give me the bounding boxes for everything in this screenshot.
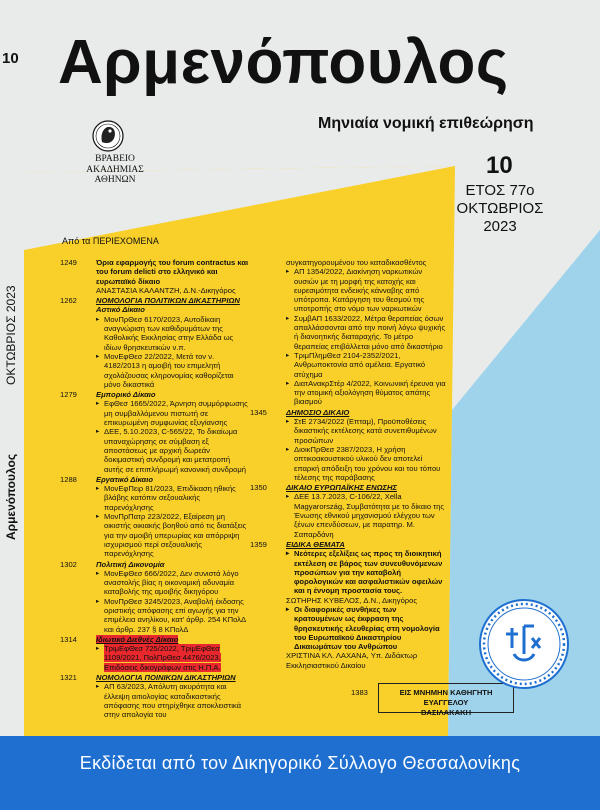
contents-line: ΣΩΤΗΡΗΣ ΚΥΒΕΛΟΣ, Δ.Ν., Δικηγόρος (286, 595, 417, 605)
contents-line: ΧΡΙΣΤΙΝΑ ΚΛ. ΛΑΧΑΝΑ, Υπ. Διδάκτωρ Εκκλησιαστικού Δικαίου (286, 651, 418, 670)
contents-entry (60, 258, 250, 295)
contents-right-column (250, 258, 446, 671)
issue-year-label: ΕΤΟΣ 77ο (465, 182, 535, 199)
contents-item: ▸ ΑΠ 1354/2022, Διακίνηση ναρκωτικών ουσιών με τη μορφή της κατοχής και ευρεσιμότητα ενδεικής κάνναβης από υπότροπα. Κατάργηση του θεσμού της υποτροπής στο νόμο των ναρκωτικών (286, 267, 446, 313)
spine-issue-number: 10 (2, 50, 19, 67)
highlight-text: Ιδιωτικό Διεθνές Δίκαιο (96, 634, 179, 644)
contents-entry (60, 673, 250, 719)
contents-page-number: 1345 (250, 407, 267, 417)
journal-title: Αρμενόπουλος (58, 28, 509, 97)
contents-entry (60, 390, 250, 474)
contents-line: ΑΝΑΣΤΑΣΙΑ ΚΑΛΑΝΤΖΗ, Δ.Ν.-Δικηγόρος (96, 285, 236, 295)
contents-item: ▸ ΜονΕφΘεσ 22/2022, Μετά τον ν. 4182/2013 η αμοιβή του επιμελητή σχολάζουσας κληρονομίας καθορίζεται μόνο δικαστικά (96, 352, 250, 389)
contents-entry (250, 540, 446, 670)
spine-date: ΟΚΤΩΒΡΙΟΣ 2023 (4, 285, 18, 385)
contents-item: ▸ ΜονΠρΠατρ 223/2022, Εξαίρεση μη οικιστής οικιακής βοηθού από τις διατάξεις για την αμοιβή υπερωρίας και απόρριψη ισχυρισμού περί σεξουαλικής παρενόχλησης (96, 512, 250, 558)
contents-page-number: 1359 (250, 539, 267, 549)
section-heading: ΔΙΚΑΙΟ ΕΥΡΩΠΑΪΚΗΣ ΕΝΩΣΗΣ (286, 483, 397, 493)
memorial-page: 1383 (351, 688, 368, 697)
contents-item: ▸ ΤριμΠλημΘεσ 2104-2352/2021, Ανθρωποκτονία από αμέλεια. Εργατικό ατύχημα (286, 351, 446, 379)
contents-entry (250, 258, 446, 407)
highlight-text: ΤριμΕφΘεσ 725/2022, ΤριμΕφΘεσ 1109/2021, ΠολΠρΘεσ 4476/2023, Επιδόσεις δικογράφων στις Η.Π.Α. (104, 644, 221, 672)
contents-item: ▸ ΜονΠρΘεσ 6170/2023, Αυτοδίκαιη αναγνώριση των καθιδρυμάτων της Καθολικής Εκκλησίας στην Ελλάδα ως ιδίων θρησκευτικών ν.π. (96, 315, 250, 352)
contents-page-number: 1321 (60, 673, 77, 683)
memorial-line-1: ΕΙΣ ΜΝΗΜΗΝ ΚΑΘΗΓΗΤΗ ΕΥΑΓΓΕΛΟΥ (399, 688, 493, 707)
contents-entry (60, 560, 250, 634)
contents-entry (250, 483, 446, 539)
bar-association-logo-icon (478, 598, 570, 690)
spine (0, 0, 24, 810)
contents-page-number: 1249 (60, 258, 77, 267)
article-title: Όρια εφαρμογής του forum contractus και του forum delicti στο ελληνικό και ευρωπαϊκό δίκαιο (96, 258, 249, 286)
article-item: ▸ Οι διαφορικές συνθήκες των κρατουμένων ως έκφραση της θρησκευτικής ελευθερίας στη νομολογία του Ευρωπαϊκού Δικαστηρίου Δικαιωμάτων του Ανθρώπου (286, 605, 446, 651)
contents-entry (250, 408, 446, 482)
article-item: ▸ Νεότερες εξελίξεις ως προς τη διοικητική εκτέλεση σε βάρος των συνευθυνόμενων προσώπων για την καταβολή φορολογικών και ασφαλιστικών οφειλών και η έννομη προστασία τους. (286, 549, 446, 595)
contents-page-number: 1314 (60, 634, 77, 644)
issue-month: ΟΚΤΩΒΡΙΟΣ (456, 200, 544, 217)
subsection-heading: Αστικό Δίκαιο (96, 305, 145, 315)
issue-number: 10 (486, 152, 513, 179)
contents-page-number: 1262 (60, 296, 77, 306)
contents-item: ▸ ΜονΠρΘεσ 3245/2023, Αναβολή έκδοσης οριστικής απόφασης επί αγωγής για την επιμέλεια ανηλίκου, κατ' άρθρ. 254 ΚΠολΔ και άρθρ. 237 § 8 ΚΠολΔ (96, 597, 250, 634)
contents-line: συγκατηγορουμένου του καταδικασθέντος (286, 258, 427, 267)
contents-item: ▸ ΕφΘεσ 1665/2022, Άρνηση συμμόρφωσης μη συμβαλλόμενου πιστωτή σε επικυρωμένη συμφωνίας εξυγίανσης (96, 399, 250, 427)
contents-item: ▸ ΜονΕφΘεσ 666/2022, Δεν συνιστά λόγο αναστολής βίας η οικονομική αδυναμία καταβολής της αμοιβής δικηγόρου (96, 569, 250, 597)
subsection-heading: Εμπορικό Δίκαιο (96, 390, 156, 400)
contents-item: ▸ ΔιατΑνακρΣτέρ 4/2022, Κοινωνική έρευνα για την ατομική αξιολόγηση θύματος απάτης βιασμού (286, 379, 446, 407)
contents-item: ▸ ΣυμβΑΠ 1633/2022, Μέτρα θεραπείας όσων απαλλάσσονται από την ποινή λόγω ψυχικής ή διανοητικής διαταραχής. Το μέτρο θεραπείας επιβάλλεται μόνο από δικαστήριο (286, 314, 446, 351)
contents-page-number: 1350 (250, 483, 267, 493)
contents-item: ▸ ΑΠ 63/2023, Απόλυτη ακυρότητα και έλλειψη αιτιολογίας καταδικαστικής απόφασης που στηρίχθηκε αποκλειστικά στην απολογία του (96, 682, 250, 719)
contents-heading: Από τα ΠΕΡΙΕΧΟΜΕΝΑ (62, 236, 159, 246)
subsection-heading: Πολιτική Δικονομία (96, 559, 165, 569)
contents-left-column (60, 258, 250, 721)
issue-year: 2023 (483, 218, 517, 235)
section-heading: ΝΟΜΟΛΟΓΙΑ ΠΟΙΝΙΚΩΝ ΔΙΚΑΣΤΗΡΙΩΝ (96, 673, 236, 683)
section-heading-highlighted (96, 635, 250, 644)
journal-subtitle: Μηνιαία νομική επιθεώρηση (318, 115, 534, 132)
contents-page-number: 1279 (60, 390, 77, 400)
contents-item: ▸ ΔιοικΠρΘεσ 2387/2023, Η χρήση οπτικοακουστικού υλικού δεν αποτελεί επαρκή απόδειξη του χρόνου και του τόπου τέλεσης της παράβασης (286, 445, 446, 482)
issue-info (440, 182, 560, 236)
contents-entry (60, 635, 250, 672)
contents-item: ▸ ΔΕΕ, 5.10.2023, C-565/22, Το δικαίωμα υπαναχώρησης σε σύμβαση εξ αποστάσεως με αρχική δωρεάν δοκιμαστική συνδρομή και μετατροπή αυτής σε επιπλήρωμή κανονική συνδρομή (96, 427, 250, 473)
section-heading: ΔΗΜΟΣΙΟ ΔΙΚΑΙΟ (286, 407, 350, 417)
contents-page-number: 1288 (60, 474, 77, 484)
subsection-heading: Εργατικό Δίκαιο (96, 474, 153, 484)
award-line-1: ΒΡΑΒΕΙΟ (95, 154, 135, 164)
contents-item: ▸ ΜονΕφΠειρ 81/2023, Επιδίκαση ηθικής βλάβης κατόπιν σεξουαλικής παρενόχλησης (96, 484, 250, 512)
section-heading: ΕΙΔΙΚΑ ΘΕΜΑΤΑ (286, 539, 345, 549)
memorial-line-2: ΒΑΣΙΛΑΚΑΚΗ (420, 708, 472, 717)
contents-item-highlighted (96, 644, 250, 672)
section-heading: ΝΟΜΟΛΟΓΙΑ ΠΟΛΙΤΙΚΩΝ ΔΙΚΑΣΤΗΡΙΩΝ (96, 296, 240, 306)
contents-page-number: 1302 (60, 559, 77, 569)
contents-item: ▸ ΣτΕ 2734/2022 (Επταμ), Προϋποθέσεις δικαστικής εκτέλεσης κατά συνεπιθυμένων προσώπων (286, 417, 446, 445)
award-line-3: ΑΘΗΝΩΝ (94, 175, 136, 185)
contents-item: ▸ ΔΕΕ 13.7.2023, C-106/22, Xella Magyarország, Συμβατότητα με το δίκαιο της Ένωσης εθνικού μηχανισμού ελέγχου των ξένων επενδύσεων, με παρατηρ. Μ. Σαπαρδάνη (286, 492, 446, 538)
contents-entry (60, 475, 250, 559)
publisher-line: Εκδίδεται από τον Δικηγορικό Σύλλογο Θεσσαλονίκης (79, 753, 521, 773)
spine-name: Αρμενόπουλος (4, 453, 18, 540)
contents-entry (60, 296, 250, 389)
award-line-2: ΑΚΑΔΗΜΙΑΣ (86, 164, 144, 175)
academy-award (72, 154, 158, 186)
